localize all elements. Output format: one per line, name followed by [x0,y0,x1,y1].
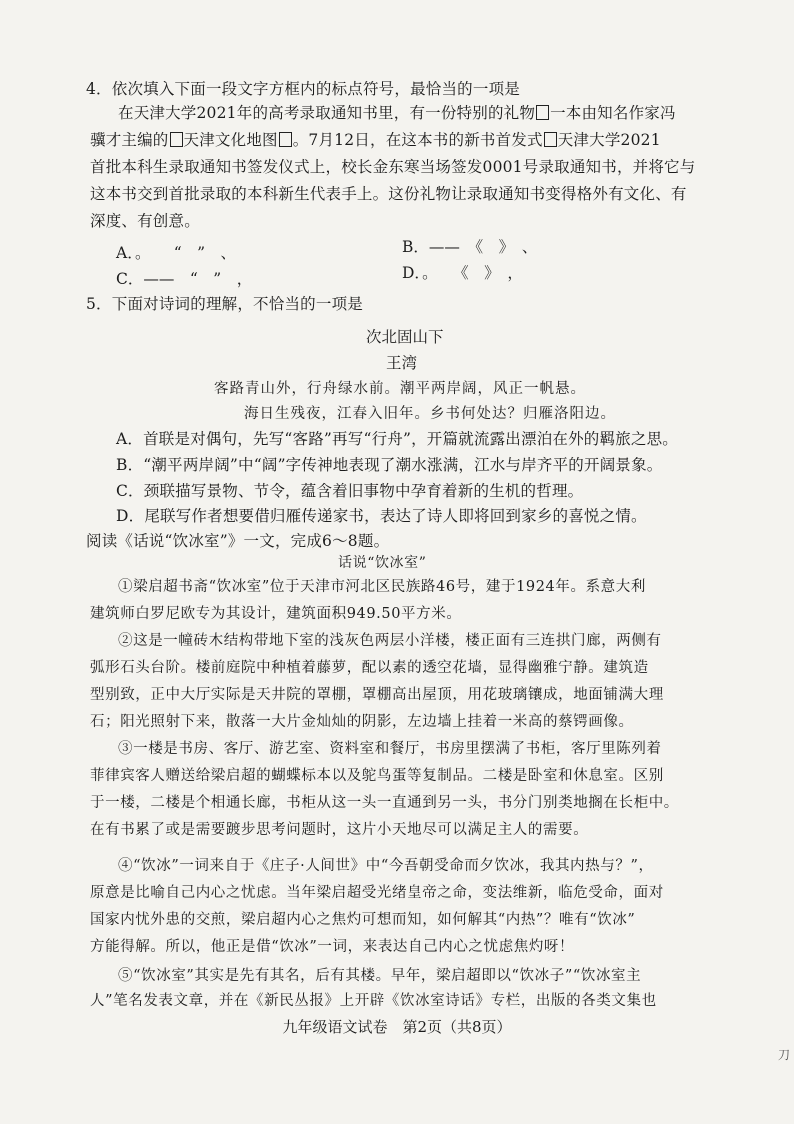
poem-line-2: 海日生残夜，江春入旧年。乡书何处达？归雁洛阳边。 [244,406,616,422]
reading-title: 话说“饮冰室” [338,555,427,571]
q4-text: 。7月12日，在这本书的新书首发式 [292,131,543,149]
q4-text: 在天津大学2021年的高考录取通知书里，有一份特别的礼物 [118,104,536,122]
q5-option-c: C．颈联描写景物、节令，蕴含着旧事物中孕育着新的生机的哲理。 [116,482,584,500]
page-footer: 九年级语文试卷 第2页（共8页） [282,1018,512,1036]
reading-p3-line-3: 于一楼，二楼是个相通长廊，书柜从这一头一直通到另一头，书分门别类地搁在长柜中。 [90,795,679,811]
q5-option-b: B．“潮平两岸阔”中“阔”字传神地表现了潮水涨满，江水与岸齐平的开阔景象。 [116,456,663,474]
q4-passage-line-2 [90,129,661,151]
q5-option-d: D．尾联写作者想要借归雁传递家书，表达了诗人即将回到家乡的喜悦之情。 [116,507,647,525]
reading-p3-line-2: 菲律宾客人赠送给梁启超的蝴蝶标本以及鸵鸟蛋等复制品。二楼是卧室和休息室。区别 [90,768,664,784]
q4-passage-line-4: 这本书交到首批录取的本科新生代表手上。这份礼物让录取通知书变得格外有文化、有 [90,185,687,203]
q4-option-c: C．—— “ ” ， [116,270,253,288]
reading-p2-line-3: 型别致，正中大厅实际是天井院的罩棚，罩棚高出屋顶，用花玻璃镶成，地面铺满大理 [90,687,664,703]
poem-author: 王湾 [386,354,418,372]
poem-line-1: 客路青山外，行舟绿水前。潮平两岸阔，风正一帆悬。 [214,381,586,397]
reading-p3-line-4: 在有书累了或是需要踱步思考问题时，这片小天地尽可以满足主人的需要。 [90,822,589,838]
reading-p2-line-1: ②这是一幢砖木结构带地下室的浅灰色两层小洋楼，楼正面有三连拱门廊，两侧有 [118,633,662,649]
punct-box-4 [544,132,557,147]
reading-p1-line-1: ①梁启超书斋“饮冰室”位于天津市河北区民族路46号，建于1924年。系意大利 [118,579,646,595]
q4-text: 一本由知名作家冯 [550,104,676,122]
q4-text: 骥才主编的 [90,131,169,149]
reading-p4-line-3: 国家内忧外患的交煎，梁启超内心之焦灼可想而知，如何解其“内热”？唯有“饮冰” [90,912,636,928]
poem-title: 次北固山下 [366,328,444,346]
q5-option-a: A．首联是对偶句，先写“客路”再写“行舟”，开篇就流露出漂泊在外的羁旅之思。 [116,430,678,448]
q4-stem: 4．依次填入下面一段文字方框内的标点符号，最恰当的一项是 [86,80,520,98]
reading-p3-line-1: ③一楼是书房、客厅、游艺室、资料室和餐厅，书房里摆满了书柜，客厅里陈列着 [118,741,662,757]
reading-intro: 阅读《话说“饮冰室”》一文，完成6～8题。 [86,532,390,550]
q4-passage-line-3: 首批本科生录取通知书签发仪式上，校长金东寒当场签发0001号录取通知书，并将它与 [90,158,696,176]
reading-p4-line-4: 方能得解。所以，他正是借“饮冰”一词，来表达自己内心之忧虑焦灼呀！ [90,939,575,955]
q5-stem: 5．下面对诗词的理解，不恰当的一项是 [86,295,363,313]
punct-box-3 [279,132,292,147]
reading-p2-line-2: 弧形石头台阶。楼前庭院中种植着藤萝，配以素的透空花墙，显得幽雅宁静。建筑造 [90,660,649,676]
reading-p2-line-4: 石；阳光照射下来，散落一大片金灿灿的阴影，左边墙上挂着一米高的蔡锷画像。 [90,714,634,730]
punct-box-1 [536,105,549,120]
q4-passage-line-1 [118,102,676,124]
q4-passage-line-5: 深度、有创意。 [90,212,200,230]
edge-mark: 刀 [777,1048,790,1062]
reading-p4-line-1: ④“饮冰”一词来自于《庄子·人间世》中“今吾朝受命而夕饮冰，我其内热与？”， [118,858,654,874]
q4-text: 天津大学2021 [557,131,661,149]
q4-text: 天津文化地图 [183,131,278,149]
reading-p5-line-1: ⑤“饮冰室”其实是先有其名，后有其楼。早年，梁启超即以“饮冰子”“饮冰室主 [118,968,642,984]
punct-box-2 [170,132,183,147]
reading-p4-line-2: 原意是比喻自己内心之忧虑。当年梁启超受光绪皇帝之命，变法维新，临危受命，面对 [90,885,664,901]
q4-option-d: D．。 《 》 ， [402,264,523,282]
q4-option-b: B．—— 《 》 、 [402,238,538,256]
reading-p1-line-2: 建筑师白罗尼欧专为其设计，建筑面积949.50平方米。 [90,606,462,622]
q4-option-a: A．。 “ ” 、 [116,244,237,262]
reading-p5-line-2: 人”笔名发表文章，并在《新民丛报》上开辟《饮冰室诗话》专栏，出版的各类文集也 [90,993,657,1009]
